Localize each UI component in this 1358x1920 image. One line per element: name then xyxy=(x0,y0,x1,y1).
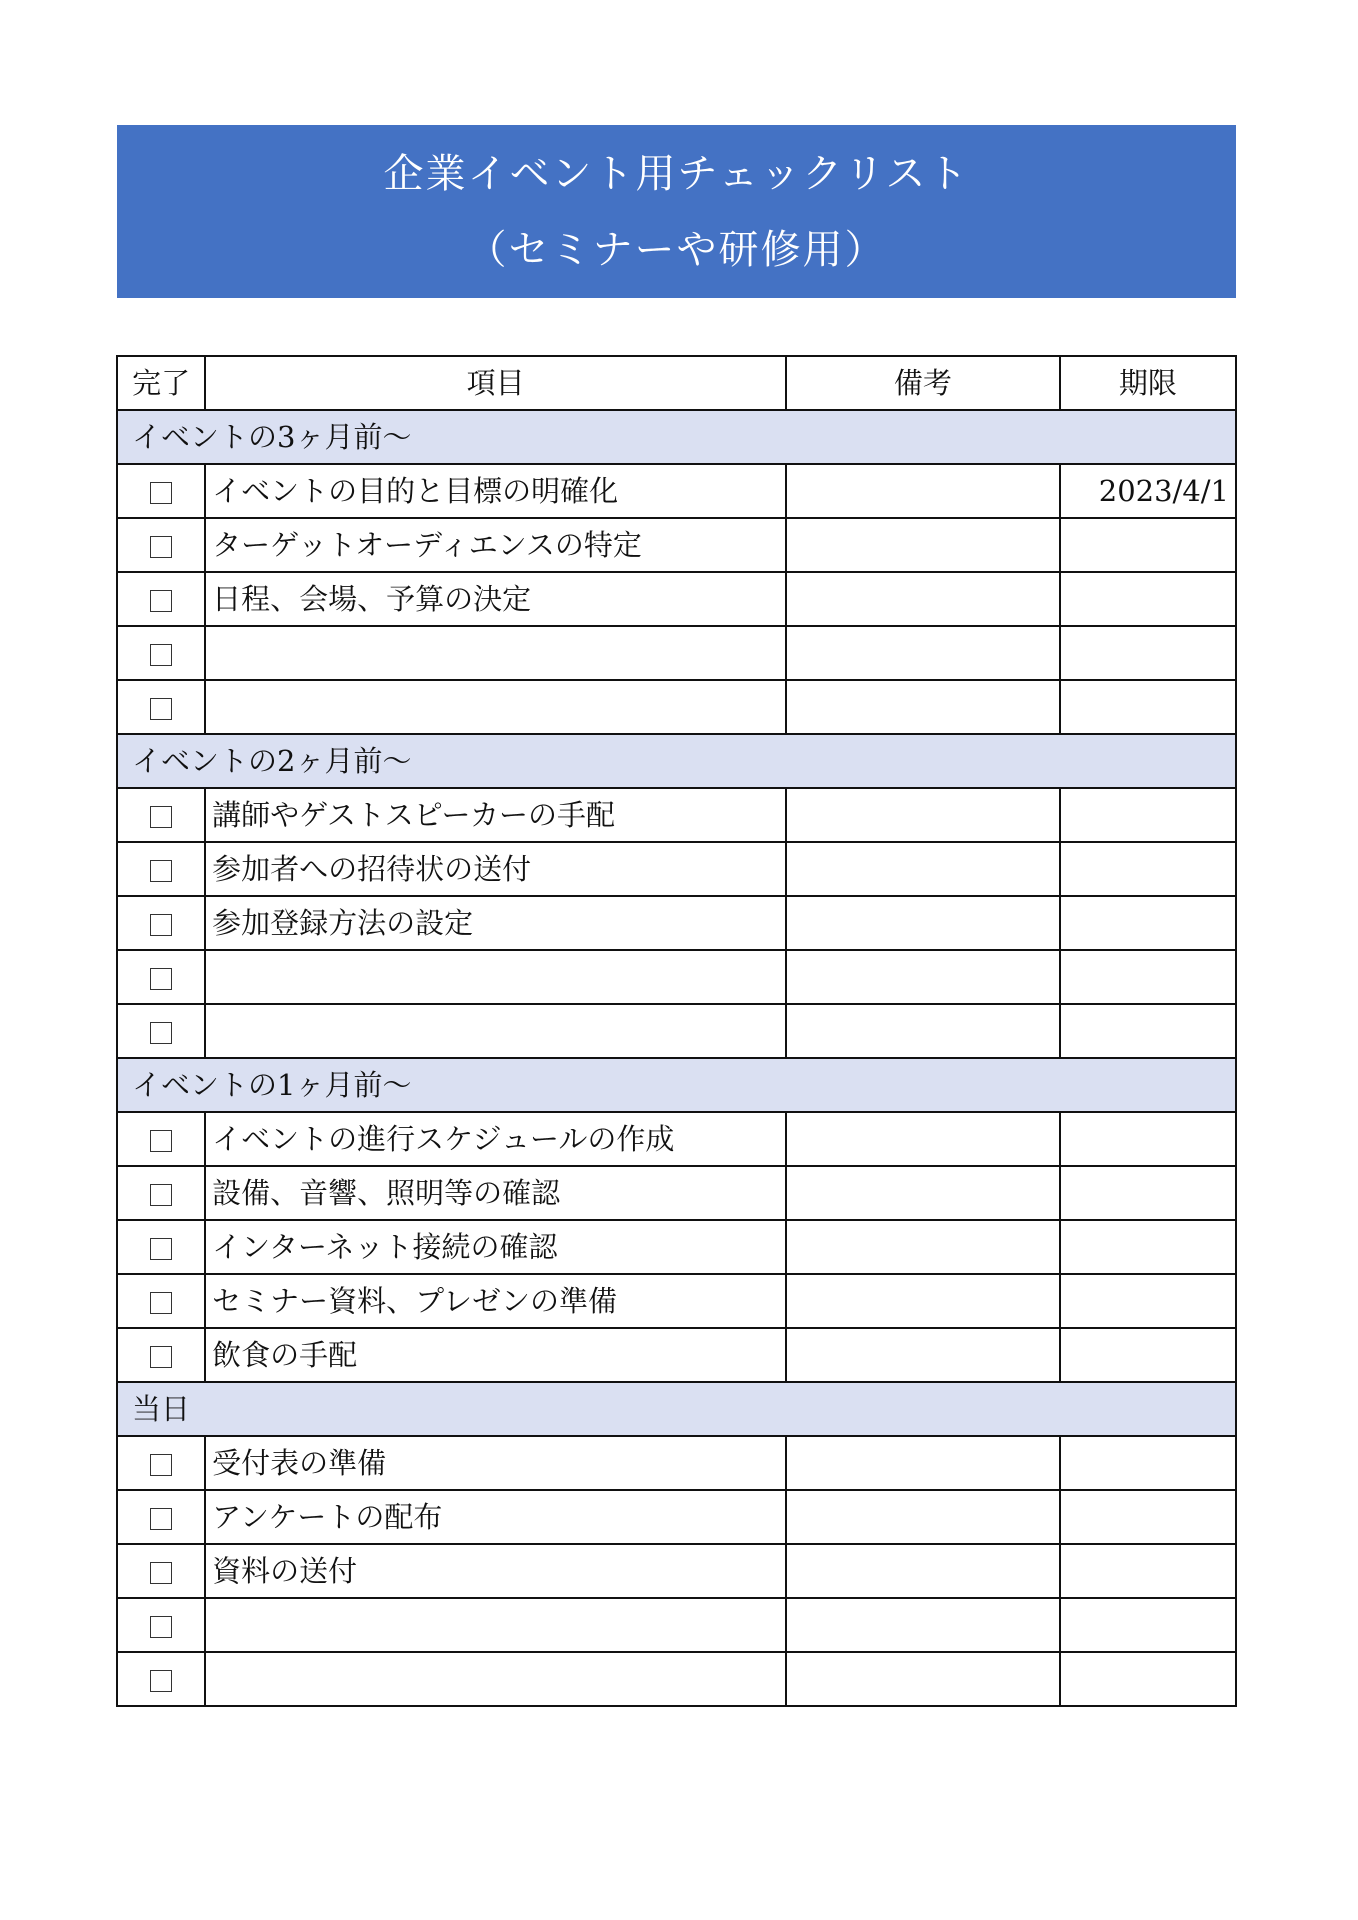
deadline-cell[interactable] xyxy=(1060,842,1236,896)
header-item: 項目 xyxy=(205,356,786,410)
item-cell[interactable]: 講師やゲストスピーカーの手配 xyxy=(205,788,786,842)
item-cell[interactable]: イベントの目的と目標の明確化 xyxy=(205,464,786,518)
done-cell xyxy=(117,1436,205,1490)
item-cell[interactable]: アンケートの配布 xyxy=(205,1490,786,1544)
notes-cell[interactable] xyxy=(786,626,1059,680)
deadline-cell[interactable] xyxy=(1060,788,1236,842)
section-header-row xyxy=(117,1058,1236,1112)
checklist-row xyxy=(117,1166,1236,1220)
notes-cell[interactable] xyxy=(786,572,1059,626)
notes-cell[interactable] xyxy=(786,518,1059,572)
deadline-cell[interactable] xyxy=(1060,950,1236,1004)
deadline-cell[interactable]: 2023/4/1 xyxy=(1060,464,1236,518)
checkbox-icon[interactable] xyxy=(150,644,172,666)
section-label: イベントの1ヶ月前〜 xyxy=(117,1058,1236,1112)
deadline-cell[interactable] xyxy=(1060,1166,1236,1220)
header-notes: 備考 xyxy=(786,356,1059,410)
item-cell[interactable]: 資料の送付 xyxy=(205,1544,786,1598)
deadline-cell[interactable] xyxy=(1060,680,1236,734)
notes-cell[interactable] xyxy=(786,842,1059,896)
item-cell[interactable] xyxy=(205,680,786,734)
notes-cell[interactable] xyxy=(786,1544,1059,1598)
checkbox-icon[interactable] xyxy=(150,1454,172,1476)
checklist-row xyxy=(117,1274,1236,1328)
checkbox-icon[interactable] xyxy=(150,482,172,504)
checkbox-icon[interactable] xyxy=(150,1670,172,1692)
done-cell xyxy=(117,1166,205,1220)
notes-cell[interactable] xyxy=(786,1004,1059,1058)
checkbox-icon[interactable] xyxy=(150,860,172,882)
checkbox-icon[interactable] xyxy=(150,698,172,720)
checklist-row xyxy=(117,1004,1236,1058)
notes-cell[interactable] xyxy=(786,1220,1059,1274)
deadline-cell[interactable] xyxy=(1060,572,1236,626)
notes-cell[interactable] xyxy=(786,788,1059,842)
title-banner xyxy=(117,125,1236,298)
title-line-2: （セミナーや研修用） xyxy=(466,226,887,273)
checklist-row xyxy=(117,464,1236,518)
item-cell[interactable]: 参加登録方法の設定 xyxy=(205,896,786,950)
item-cell[interactable]: セミナー資料、プレゼンの準備 xyxy=(205,1274,786,1328)
checkbox-icon[interactable] xyxy=(150,914,172,936)
header-row xyxy=(117,356,1236,410)
item-cell[interactable]: 飲食の手配 xyxy=(205,1328,786,1382)
deadline-cell[interactable] xyxy=(1060,1112,1236,1166)
deadline-cell[interactable] xyxy=(1060,1328,1236,1382)
notes-cell[interactable] xyxy=(786,1166,1059,1220)
checklist-row xyxy=(117,1544,1236,1598)
header-done: 完了 xyxy=(117,356,205,410)
item-cell[interactable]: ターゲットオーディエンスの特定 xyxy=(205,518,786,572)
checkbox-icon[interactable] xyxy=(150,1616,172,1638)
done-cell xyxy=(117,788,205,842)
notes-cell[interactable] xyxy=(786,896,1059,950)
done-cell xyxy=(117,950,205,1004)
checkbox-icon[interactable] xyxy=(150,968,172,990)
item-cell[interactable]: 受付表の準備 xyxy=(205,1436,786,1490)
notes-cell[interactable] xyxy=(786,1112,1059,1166)
checklist-row xyxy=(117,788,1236,842)
section-label: イベントの3ヶ月前〜 xyxy=(117,410,1236,464)
title-line-1: 企業イベント用チェックリスト xyxy=(383,150,970,197)
checkbox-icon[interactable] xyxy=(150,1562,172,1584)
item-cell[interactable]: イベントの進行スケジュールの作成 xyxy=(205,1112,786,1166)
deadline-cell[interactable] xyxy=(1060,1436,1236,1490)
done-cell xyxy=(117,1490,205,1544)
done-cell xyxy=(117,1544,205,1598)
checkbox-icon[interactable] xyxy=(150,1022,172,1044)
item-cell[interactable] xyxy=(205,1004,786,1058)
checklist-row xyxy=(117,1598,1236,1652)
done-cell xyxy=(117,1652,205,1706)
notes-cell[interactable] xyxy=(786,950,1059,1004)
item-cell[interactable] xyxy=(205,1598,786,1652)
section-label: 当日 xyxy=(117,1382,1236,1436)
done-cell xyxy=(117,464,205,518)
checkbox-icon[interactable] xyxy=(150,1292,172,1314)
checklist-row xyxy=(117,896,1236,950)
notes-cell[interactable] xyxy=(786,1436,1059,1490)
checklist-row xyxy=(117,680,1236,734)
deadline-cell[interactable] xyxy=(1060,1598,1236,1652)
deadline-cell[interactable] xyxy=(1060,1652,1236,1706)
deadline-cell[interactable] xyxy=(1060,518,1236,572)
notes-cell[interactable] xyxy=(786,680,1059,734)
done-cell xyxy=(117,1004,205,1058)
item-cell[interactable] xyxy=(205,950,786,1004)
section-label: イベントの2ヶ月前〜 xyxy=(117,734,1236,788)
done-cell xyxy=(117,572,205,626)
item-cell[interactable]: 設備、音響、照明等の確認 xyxy=(205,1166,786,1220)
deadline-cell[interactable] xyxy=(1060,1490,1236,1544)
checklist-row xyxy=(117,1490,1236,1544)
notes-cell[interactable] xyxy=(786,1328,1059,1382)
notes-cell[interactable] xyxy=(786,1490,1059,1544)
checklist-row xyxy=(117,842,1236,896)
checklist-row xyxy=(117,1220,1236,1274)
item-cell[interactable] xyxy=(205,1652,786,1706)
deadline-cell[interactable] xyxy=(1060,1220,1236,1274)
checkbox-icon[interactable] xyxy=(150,1508,172,1530)
checkbox-icon[interactable] xyxy=(150,1238,172,1260)
checklist-body xyxy=(117,410,1236,1706)
checkbox-icon[interactable] xyxy=(150,1130,172,1152)
done-cell xyxy=(117,1220,205,1274)
done-cell xyxy=(117,680,205,734)
deadline-cell[interactable] xyxy=(1060,1004,1236,1058)
checklist-row xyxy=(117,1328,1236,1382)
checklist-row xyxy=(117,572,1236,626)
checklist-table xyxy=(116,355,1237,1707)
done-cell xyxy=(117,1598,205,1652)
done-cell xyxy=(117,842,205,896)
done-cell xyxy=(117,896,205,950)
checklist-row xyxy=(117,950,1236,1004)
notes-cell[interactable] xyxy=(786,1274,1059,1328)
section-header-row xyxy=(117,734,1236,788)
deadline-cell[interactable] xyxy=(1060,896,1236,950)
notes-cell[interactable] xyxy=(786,464,1059,518)
done-cell xyxy=(117,1328,205,1382)
notes-cell[interactable] xyxy=(786,1652,1059,1706)
checkbox-icon[interactable] xyxy=(150,536,172,558)
deadline-cell[interactable] xyxy=(1060,1274,1236,1328)
done-cell xyxy=(117,518,205,572)
done-cell xyxy=(117,626,205,680)
checklist-row xyxy=(117,626,1236,680)
item-cell[interactable]: 日程、会場、予算の決定 xyxy=(205,572,786,626)
checklist-row xyxy=(117,1112,1236,1166)
checkbox-icon[interactable] xyxy=(150,1184,172,1206)
item-cell[interactable]: 参加者への招待状の送付 xyxy=(205,842,786,896)
checklist-row xyxy=(117,518,1236,572)
checklist-row xyxy=(117,1436,1236,1490)
checkbox-icon[interactable] xyxy=(150,1346,172,1368)
checkbox-icon[interactable] xyxy=(150,806,172,828)
checklist-row xyxy=(117,1652,1236,1706)
item-cell[interactable] xyxy=(205,626,786,680)
section-header-row xyxy=(117,410,1236,464)
checkbox-icon[interactable] xyxy=(150,590,172,612)
deadline-cell[interactable] xyxy=(1060,1544,1236,1598)
done-cell xyxy=(117,1112,205,1166)
header-deadline: 期限 xyxy=(1060,356,1236,410)
done-cell xyxy=(117,1274,205,1328)
section-header-row xyxy=(117,1382,1236,1436)
notes-cell[interactable] xyxy=(786,1598,1059,1652)
item-cell[interactable]: インターネット接続の確認 xyxy=(205,1220,786,1274)
deadline-cell[interactable] xyxy=(1060,626,1236,680)
